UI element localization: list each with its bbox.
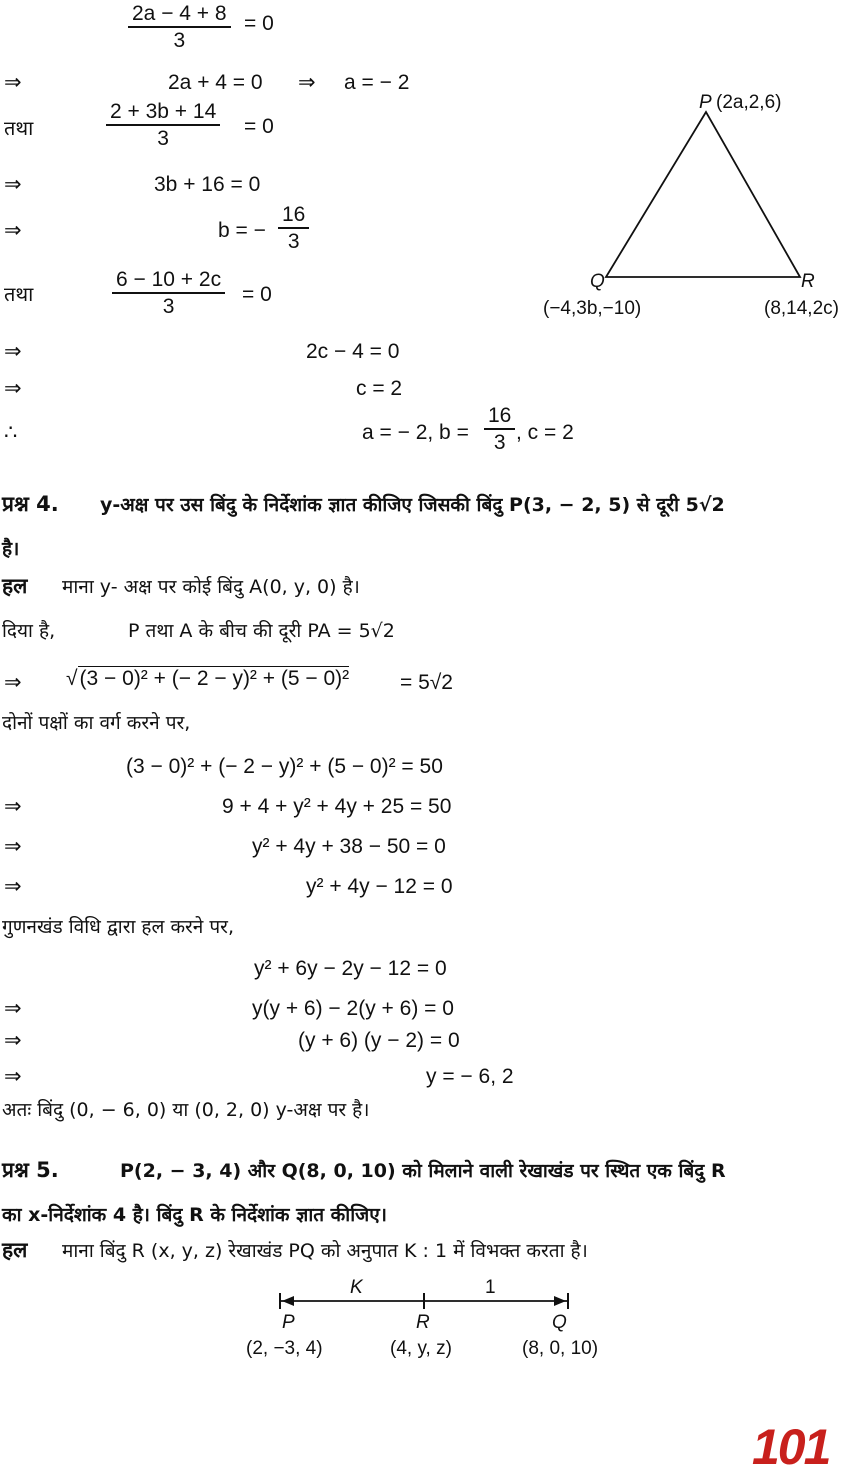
eq2-left: 2a + 4 = 0	[168, 71, 263, 94]
q4-label: प्रश्न 4.	[2, 492, 59, 516]
eq3-rhs: = 0	[244, 115, 274, 138]
triangle-diagram	[0, 0, 851, 330]
eq1-rhs: = 0	[244, 12, 274, 35]
eq6-rhs: = 0	[242, 283, 272, 306]
eq5-denominator: 3	[287, 230, 300, 254]
tatha-label: तथा	[4, 282, 34, 306]
q4-conclusion: अतः बिंदु (0, − 6, 0) या (0, 2, 0) y-अक्ष पर है।	[2, 1099, 370, 1121]
eq9-fraction	[484, 404, 515, 455]
vertex-r-label: R	[801, 271, 815, 292]
eq6-denominator: 3	[162, 295, 175, 319]
point-r-coord: (4, y, z)	[390, 1338, 452, 1359]
page-number: 101	[752, 1419, 830, 1475]
point-p-coord: (2, −3, 4)	[246, 1338, 323, 1359]
ratio-one-label: 1	[485, 1277, 496, 1298]
eq7: 2c − 4 = 0	[306, 340, 400, 363]
implies-arrow: ⇒	[4, 1029, 22, 1052]
q4-step3: y² + 4y + 38 − 50 = 0	[252, 835, 446, 858]
q4-factor3: (y + 6) (y − 2) = 0	[298, 1029, 460, 1052]
implies-arrow: ⇒	[4, 71, 22, 94]
triangle-pqr	[606, 112, 800, 277]
implies-arrow: ⇒	[4, 875, 22, 898]
q5-hal-label: हल	[2, 1238, 28, 1262]
eq1-numerator: 2a − 4 + 8	[128, 2, 231, 28]
eq9-denominator: 3	[493, 431, 506, 455]
implies-arrow: ⇒	[4, 1065, 22, 1088]
implies-arrow: ⇒	[4, 219, 22, 242]
implies-arrow: ⇒	[4, 795, 22, 818]
q4-text-line2: है।	[2, 538, 20, 560]
implies-arrow: ⇒	[4, 997, 22, 1020]
q4-sqrt-radicand: (3 − 0)² + (− 2 − y)² + (5 − 0)²	[79, 667, 350, 690]
eq3-numerator: 2 + 3b + 14	[106, 100, 220, 126]
eq9-c: , c = 2	[516, 421, 574, 444]
segment-diagram	[0, 1270, 851, 1370]
q4-factor1: y² + 6y − 2y − 12 = 0	[254, 957, 447, 980]
q4-hal-text: माना y- अक्ष पर कोई बिंदु A(0, y, 0) है।	[62, 576, 360, 598]
eq4: 3b + 16 = 0	[154, 173, 261, 196]
eq9-a: a = − 2, b =	[362, 421, 469, 444]
implies-arrow: ⇒	[4, 377, 22, 400]
eq9-numerator: 16	[484, 404, 515, 430]
ratio-k-label: K	[350, 1277, 363, 1298]
vertex-p-coord: (2a,2,6)	[716, 92, 782, 113]
q4-step4: y² + 4y − 12 = 0	[306, 875, 453, 898]
point-p-label: P	[282, 1312, 295, 1333]
eq6-numerator: 6 − 10 + 2c	[112, 268, 225, 294]
eq5-lhs: b = −	[218, 219, 266, 242]
point-r-label: R	[416, 1312, 430, 1333]
q4-factor2: y(y + 6) − 2(y + 6) = 0	[252, 997, 454, 1020]
q5-label: प्रश्न 5.	[2, 1158, 59, 1182]
eq2-right: a = − 2	[344, 71, 410, 94]
eq8: c = 2	[356, 377, 403, 400]
q4-diya-text: P तथा A के बीच की दूरी PA = 5√2	[128, 620, 395, 642]
q4-factor4: y = − 6, 2	[426, 1065, 514, 1088]
q5-text-line1: P(2, − 3, 4) और Q(8, 0, 10) को मिलाने वाली रेखाखंड पर स्थित एक बिंदु R	[120, 1160, 726, 1182]
point-q-label: Q	[552, 1312, 567, 1333]
implies-arrow: ⇒	[4, 835, 22, 858]
arrow-left-icon	[282, 1296, 294, 1306]
point-q-coord: (8, 0, 10)	[522, 1338, 599, 1359]
q4-sqrt-expression: √(3 − 0)² + (− 2 − y)² + (5 − 0)²	[66, 667, 350, 690]
implies-arrow: ⇒	[4, 340, 22, 363]
vertex-r-coord: (8,14,2c)	[764, 298, 839, 319]
vertex-p-label: P	[699, 92, 712, 113]
q4-step2: 9 + 4 + y² + 4y + 25 = 50	[222, 795, 452, 818]
eq5-numerator: 16	[278, 203, 309, 229]
q4-sqrt-rhs: = 5√2	[400, 671, 453, 694]
q4-text-line1: y-अक्ष पर उस बिंदु के निर्देशांक ज्ञात कीजिए जिसकी बिंदु P(3, − 2, 5) से दूरी 5√2	[100, 494, 725, 516]
implies-arrow: ⇒	[4, 173, 22, 196]
eq2-mid: ⇒	[298, 71, 316, 94]
tatha-label: तथा	[4, 116, 34, 140]
q5-hal-text: माना बिंदु R (x, y, z) रेखाखंड PQ को अनुपात K : 1 में विभक्त करता है।	[62, 1240, 588, 1262]
therefore-symbol: ∴	[4, 421, 18, 444]
eq3-denominator: 3	[157, 127, 169, 151]
q5-text-line2: का x-निर्देशांक 4 है। बिंदु R के निर्देशांक ज्ञात कीजिए।	[2, 1204, 387, 1226]
q4-hal-label: हल	[2, 574, 28, 598]
q4-square-text: दोनों पक्षों का वर्ग करने पर,	[2, 712, 191, 734]
vertex-q-coord: (−4,3b,−10)	[543, 298, 642, 319]
q4-step1: (3 − 0)² + (− 2 − y)² + (5 − 0)² = 50	[126, 755, 443, 778]
implies-arrow: ⇒	[4, 671, 22, 694]
q4-factor-text: गुणनखंड विधि द्वारा हल करने पर,	[2, 916, 234, 938]
eq1-denominator: 3	[173, 29, 186, 53]
q4-diya-hai: दिया है,	[2, 620, 56, 642]
arrow-right-icon	[554, 1296, 566, 1306]
vertex-q-label: Q	[590, 271, 605, 292]
